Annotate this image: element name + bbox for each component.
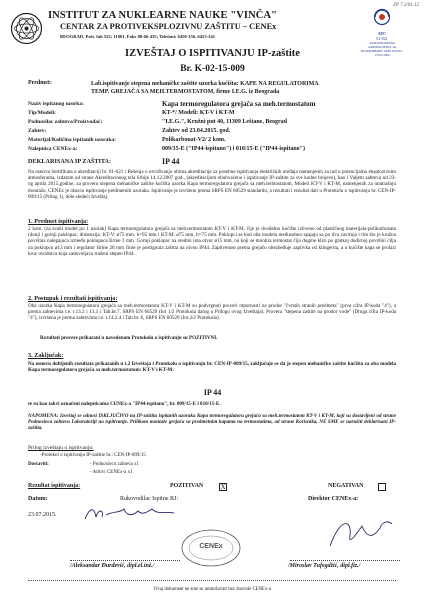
footer-note: Ovaj dokument ne sme se umnožavati bez dozvole CENEx-a [153, 587, 272, 592]
deliver-to-item-2: - Arhivi CENEx-a x1 [90, 470, 133, 475]
org-title: INSTITUT ZA NUKLEARNE NAUKE "VINČA" [48, 10, 278, 21]
section-3-title: 3. Zaključak: [28, 352, 64, 359]
note-paragraph: NAPOMENA: Izveštaj se odnosi ISKLJUČIVO na IP-zaštitu ispitanih uzoraka Kapa termoregulatora grejača sa meh.termostatom KT-V i KT-M, koji su dostavljeni od strane Podnosioca zahteva Laboratoriji na ispitivanje. Prilikom montaže grejača sa predmetnim kapama na termostatima, od strane Korisnika, NE SME se narušiti deklarisani IP-zaštita. [28, 413, 396, 432]
subject-label: Predmet: [28, 80, 52, 86]
deliver-to-item-1: - Podnosiocu zahteva x1 [90, 462, 140, 467]
field-label-sticker: Nalepnica CENEx-a: [28, 146, 78, 152]
document-number: ZP 7.2/01.12 [393, 3, 419, 8]
declared-ip-label: DEKLARISANA IP ZAŠTITA: [28, 158, 112, 165]
head-label: Rukovodilac Ispitne RJ: [120, 496, 178, 502]
field-label-material: Materijal/Količina ispitanih uzoraka: [28, 137, 116, 143]
intro-paragraph: Na osnovu Sertifikata o akreditaciji br. 01-021 i Rešenja o utvrđivanju obima akreditacije za posebne ispitivanja električnih uređaja namenjenih za rad u potencijalno eksplozivnim atmosferama, izdatom od strane Akreditacionog tela Srbije 14.12.2007 god., (akreditacijom obuhvaćeno i ispitivanje IP-zaštite za sve kodne brojeve), kao i Valjem zahtevu od 23-og aprila 2015.godine, za proveru stepena mehaničke zaštite kućišta uzorka Kapa termoregulatora grejača sa meh.termostatom, Modeli KT-V i KT-M, namenjenih za unutrašnju montažu, CENEx je obavio ispitivanje predmetnih uzoraka. Ispitivanje je izvršeno prema SRPS EN 60529 standardu, a rezultati i rezultat dati u Protokolu o ispitivanju br. CEN-IP-009/15 (Prilog 1), dole sledeći Izveštaj: [28, 169, 396, 200]
field-value-name: Kapa termoregulatora grejača sa meh.termostatom [162, 100, 316, 108]
section-2-text: Oba uzorka Kapa termoregulatora grejača sa meh.termostatom KT-V i KT-M su podvrgnuti proveri otpornosti na prodor "čvrstih stranih predmeta" (prva cifra IP-koda "4"), a prema zahtevima t.e. t.13.2 i 13.3 i Tab.br.7, SRPS EN 60529 (Iot 1/2 Protokola datog u Prilogu ovog Izveštaja). Provera "stepena zaštite na prodor vode" (Druga cifra IP-koda "4"), izvršena je prema zahtevima t.e. t.14.2.4 i Tab.br. 8, SRPS EN 60529 (Iot 2/2 Protokola). [28, 303, 396, 322]
report-number: Br. K-02-15-009 [180, 64, 245, 74]
section-2-result: Rezultati provere prikazani u navedenom Protokolu o ispitivanju su POZITIVNI. [40, 335, 218, 341]
head-name: /Aleksandar Đurđević, dipl.el.inž./ [70, 563, 155, 569]
field-label-request: Zahtev: [28, 128, 47, 134]
attachment-title: Prilog izveštaju o ispitivanju: [28, 445, 94, 451]
director-label: Direktor CENEx-a: [308, 496, 359, 502]
org-subtitle: CENTAR ZA PROTIVEKSPLOZIVNU ZAŠTITU – CENEx [60, 22, 277, 31]
declared-ip-value: IP 44 [162, 157, 180, 166]
section-1-text: 2 kom. (za svaki model po 1 uzorak) Kapa termoregulatora grejača sa meh.termostatom KT-V i KT-M, čije je dvodelno kućište izliveno od plastičnog materijala-polikarbonata (donji i gornji poklopac, dimenzija: KT-V: ø75 mm, h=95 mm i KT-M: ø75 mm, h=75 mm. Poklopci se kod oba modela međusobno spajaju sa po dva zavrtnja i tim što je kružna površina nalegajuća između poklopaca širine 3 mm. Gornji poklopac na sredini ima otvor ø15 mm, na koji se montira termostat čija dugme klizi po glatkoj dodirnoj površini cilja na poklopcu ø13 mm i regulator širine 26 mm čime je postignuta zaštita na nivou IP44. Zaptivenost prema grejaču obezbeđuje zaptivka od klingerita, a u kućište kapa se prolazi kroz uvodnicu koja zadovoljava traženi stepen IP44. [28, 226, 396, 257]
accreditation-label: ATC [377, 31, 387, 36]
stamp-text: CENEx [199, 543, 223, 550]
field-value-type: KT-*/ Modeli: KT-V i KT-M [162, 110, 235, 116]
field-label-applicant: Podnosilac zahteva/Proizvođač: [28, 119, 103, 125]
deliver-to-label: Dostaviti: [28, 462, 49, 467]
field-value-applicant: "I.E.G.", Kružni put 40, 11309 Leštane, Beograd [162, 119, 288, 125]
section-3-text: Na osnovu dobijenih rezultata prikazanih u t.2 Izveštaja i Protokolu o ispitivanju br. CEN-IP-009/15, zaključuje se da je stepen mehaničke zaštite kućišta za oba modela Kapa termoregulatora grejača sa meh.termostatom: KT-V i KT-M: [28, 361, 396, 374]
section-3-after: te su kao takvi označeni nalepnicama CENEx-a "IP44-ispitano", br. 009/15-E i 010/15-E. [28, 401, 221, 407]
field-label-type: Tip/Modeli: [28, 110, 57, 116]
institute-logo-icon [10, 12, 43, 45]
report-title: IZVEŠTAJ O ISPITIVANJU IP-zaštite [125, 48, 300, 59]
date-label: Datum: [28, 496, 48, 502]
org-address: BEOGRAD, Pošt. fah 522; 11001, Faks 80-66-435; Telefoni: 6450-156, 6453-341 [60, 34, 216, 39]
section-1-title: 1. Predmet ispitivanja: [28, 218, 89, 225]
result-positive-label: POZITIVAN [170, 483, 204, 489]
subject-line-1: Lab.ispitivanje stepena mehaničke zaštite uzorka kućišta: KAPE NA REGULATORIMA [91, 81, 319, 87]
footer-divider [28, 580, 396, 581]
field-value-material: Polikarbonat-V2/ 2 kom. [162, 137, 226, 143]
result-negative-label: NEGATIVAN [328, 483, 364, 489]
result-positive-checkbox: X [220, 483, 226, 491]
subject-text [91, 80, 391, 96]
date-value: 23.07.2015. [28, 512, 57, 518]
field-label-name: Naziv ispitanog uzorka: [28, 101, 84, 107]
attachment-item: -Protokol o ispitivanju IP-zaštite br.: CEN-IP-009/15 [40, 453, 146, 458]
accreditation-code: 01-021 [376, 36, 388, 41]
accreditation-caption: АКРЕДИТОВАНА ЛАБОРАТОРИЈА ЗА ИСПИТИВАЊЕ SRPS ISO/IEC 17025:2006 [360, 41, 404, 57]
field-value-sticker: 009/15-E ("IP44-ispitano") i 010/15-E ("IP44-ispitano") [162, 146, 305, 152]
result-label: Rezultat ispitivanja: [28, 483, 81, 489]
director-signature-icon [300, 512, 400, 552]
subject-line-2: TEMP. GREJAČA SA MEH.TERMOSTATOM, firme I.E.G. iz Beograda [91, 89, 280, 95]
section-2-title: 2. Postupak i rezultati ispitivanja: [28, 295, 118, 302]
head-signature-line [70, 560, 180, 561]
director-signature-line [290, 560, 400, 561]
result-negative-checkbox [378, 483, 386, 491]
head-signature-icon [80, 503, 180, 523]
director-name: /Miroslav Tufegdžić, dipl.fiz./ [288, 563, 361, 569]
conclusion-ip-code: IP 44 [203, 388, 222, 397]
accreditation-logo-icon [371, 8, 393, 26]
field-value-request: Zahtev od 23.04.2015. god. [162, 128, 231, 134]
